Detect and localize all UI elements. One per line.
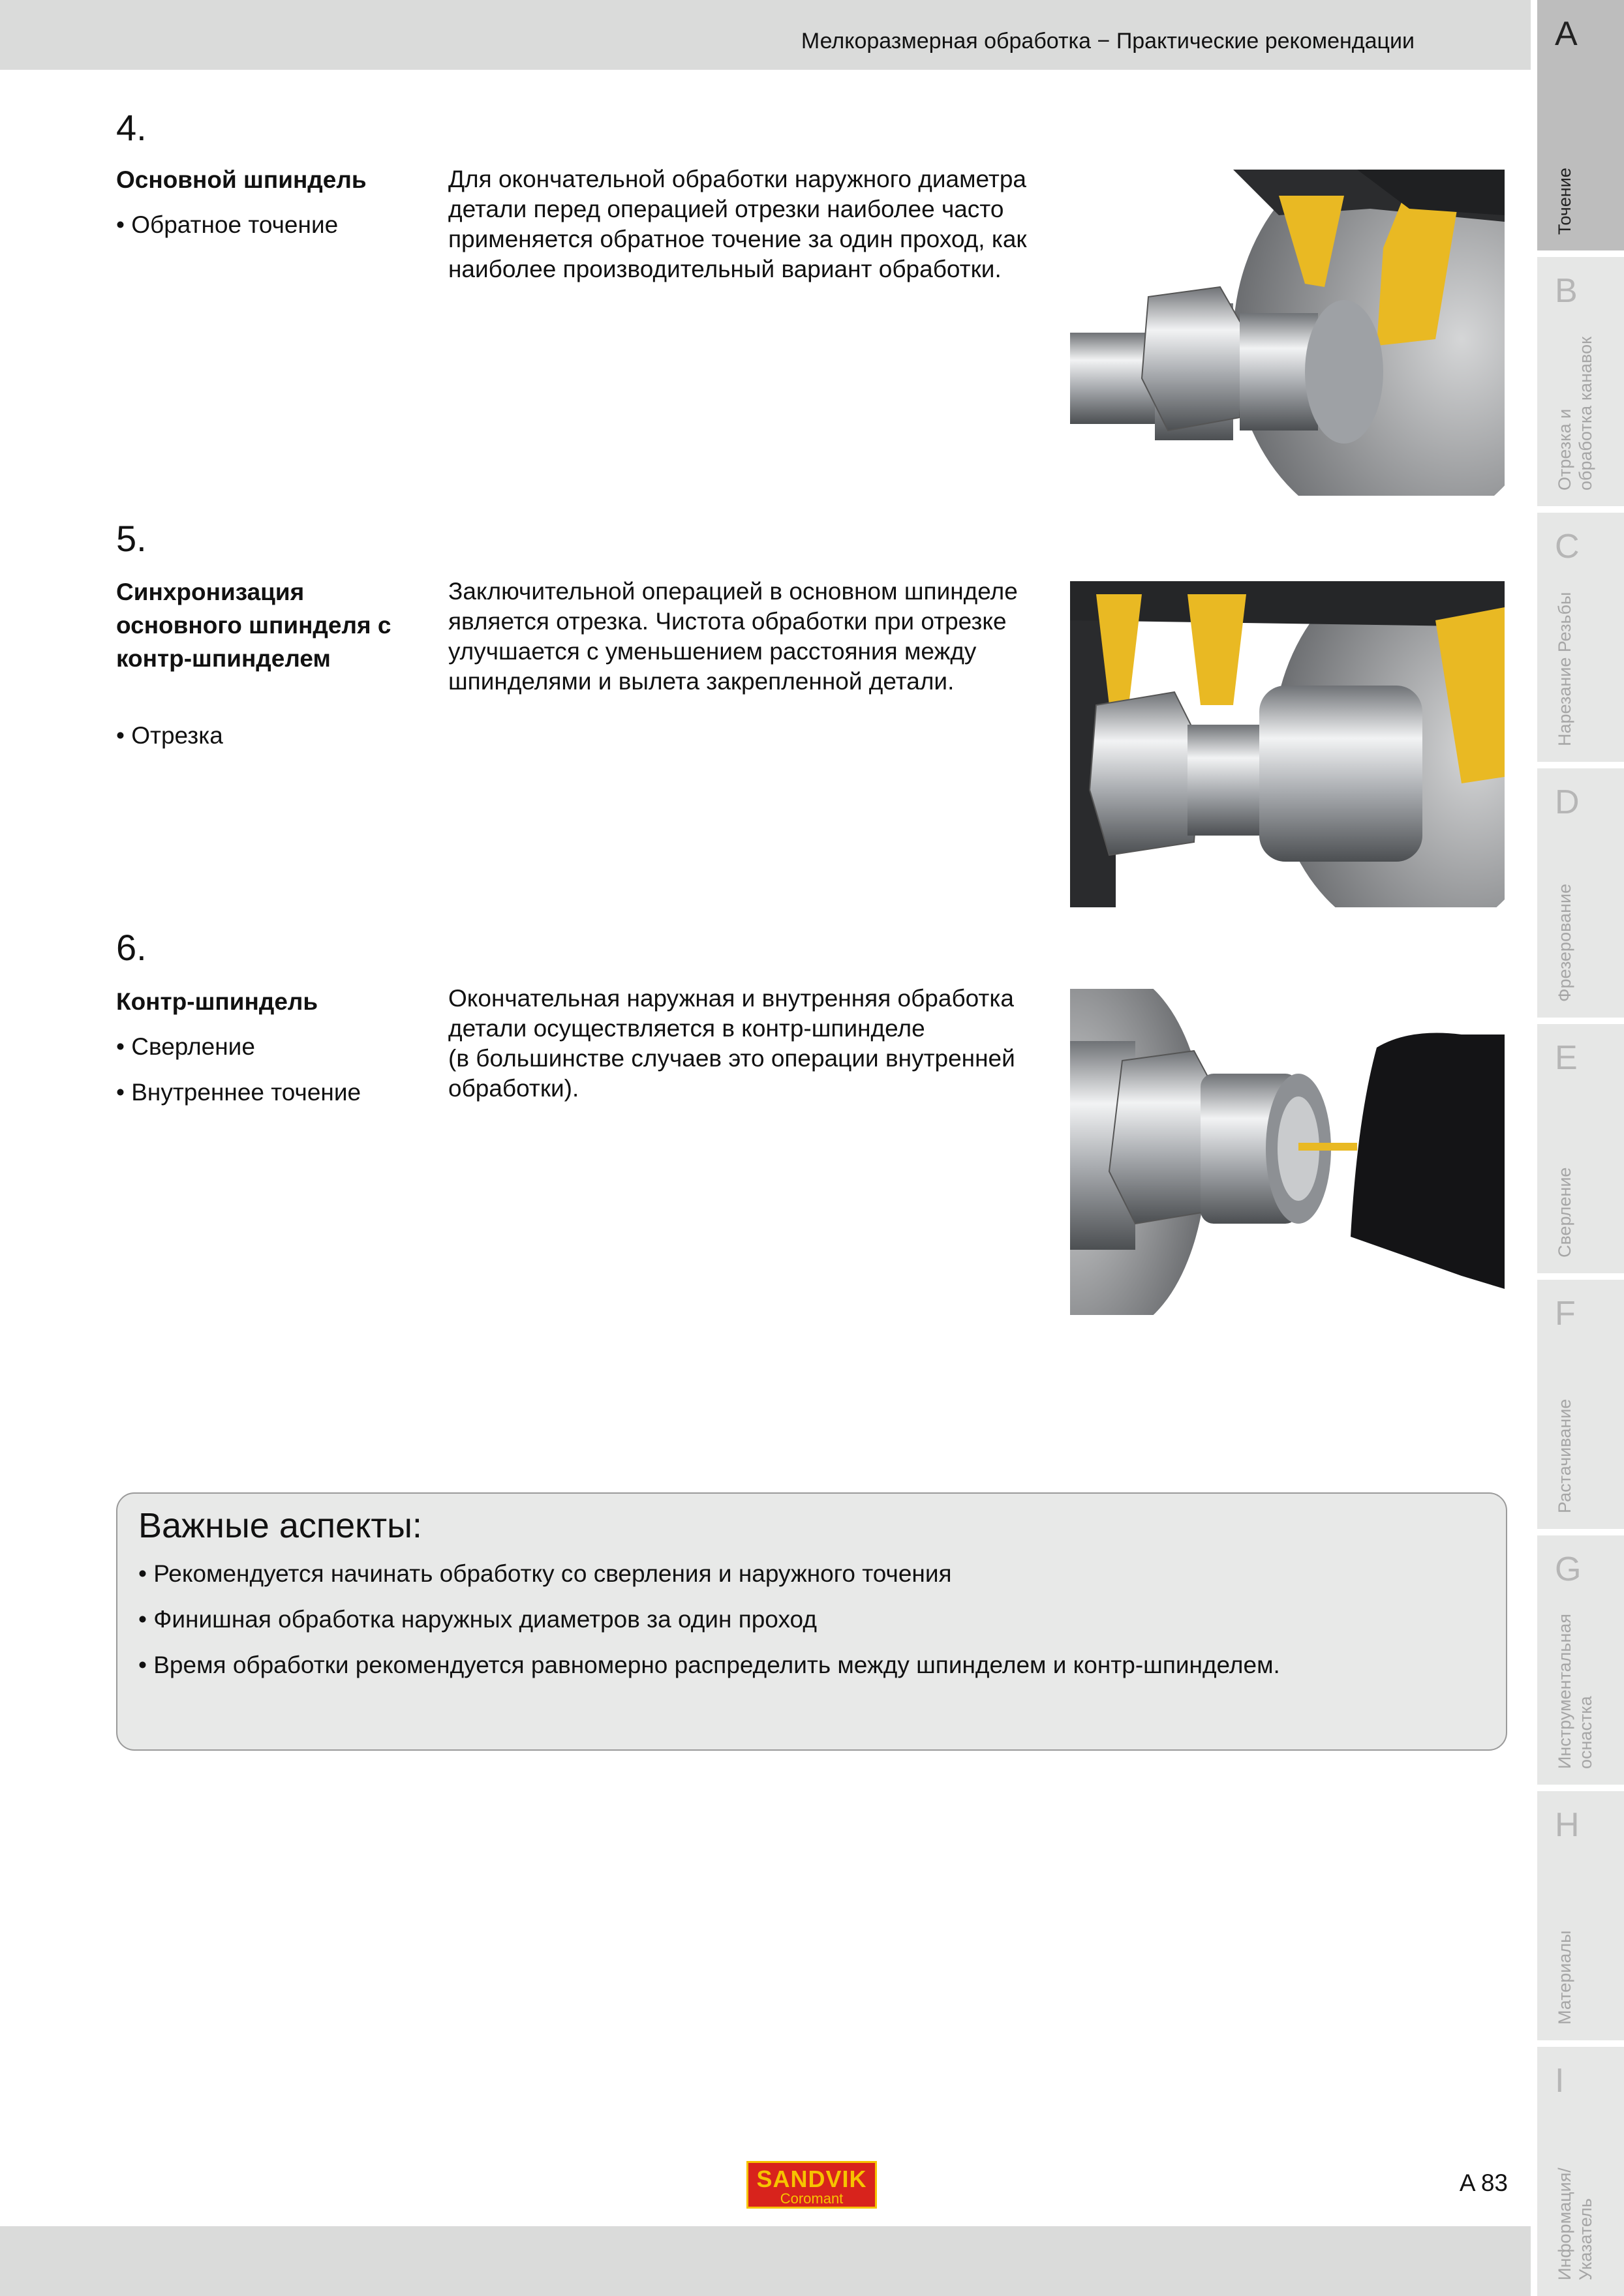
logo-line-1: SANDVIK [756,2166,867,2192]
side-tab-label: Растачивание [1555,1398,1574,1513]
side-tab-letter: C [1555,528,1580,566]
side-tab-label: Отрезка и обработка канавок [1555,337,1595,491]
side-tab-letter: E [1555,1039,1578,1077]
side-thumb-index [1537,0,1624,2296]
parting-off-illustration [1070,581,1505,907]
side-tab-label: Точение [1555,168,1574,235]
side-tab-drilling[interactable] [1537,1024,1624,1273]
section-title: Основной шпиндель [116,166,367,193]
page-header-title: Мелкоразмерная обработка − Практические рекомендации [801,29,1415,53]
side-tab-label: Нарезание Резьбы [1555,592,1574,746]
side-tab-label: Информация/ Указатель [1555,2168,1595,2280]
side-tab-letter: A [1555,15,1578,53]
section-description: Для окончательной обработки наружного диаметра детали перед операцией отрезки наиболее часто применяется обратное точение за один проход, как наиболее производительный вариант обработки. [448,166,1027,282]
side-tab-letter: B [1555,272,1578,310]
page-number: A 83 [1459,2169,1508,2196]
side-tab-materials[interactable] [1537,1791,1624,2040]
section-description: Заключительной операцией в основном шпинделе является отрезка. Чистота обработки при отрезке улучшается с уменьшением расстояния между шпинделями и вылета закрепленной детали. [448,578,1018,695]
important-aspects-box [116,1492,1507,1751]
aspects-item: • Рекомендуется начинать обработку со сверления и наружного точения [138,1560,952,1587]
side-tab-letter: I [1555,2062,1565,2100]
drilling-internal-turning-illustration [1070,989,1505,1315]
logo-line-2: Coromant [780,2190,844,2207]
side-tab-label: Материалы [1555,1930,1574,2025]
side-tab-label: Фрезерование [1555,883,1574,1002]
side-tab-letter: G [1555,1550,1582,1588]
section-bullet: • Обратное точение [116,211,339,238]
section-description: Окончательная наружная и внутренняя обработка детали осуществляется в контр-шпинделе (в большинстве случаев это операции внутренней обработки). [448,985,1015,1102]
side-tab-turning[interactable] [1537,0,1624,250]
back-turning-illustration [1070,170,1505,496]
footer-band [0,2226,1531,2296]
section-title: Синхронизация основного шпинделя с контр-шпинделем [116,579,391,672]
side-tab-threading[interactable] [1537,513,1624,762]
side-tab-label: Инструментальная оснастка [1555,1613,1595,1769]
section-number: 4. [116,107,147,148]
section-bullet: • Внутреннее точение [116,1079,361,1106]
side-tab-information-index[interactable] [1537,2047,1624,2296]
aspects-item: • Время обработки рекомендуется равномерно распределить между шпинделем и контр-шпинделем. [138,1652,1280,1678]
section-title: Контр-шпиндель [116,988,318,1015]
side-tab-letter: H [1555,1806,1580,1844]
aspects-item: • Финишная обработка наружных диаметров за один проход [138,1606,817,1633]
section-bullet: • Отрезка [116,722,223,749]
side-tab-tooling-systems[interactable] [1537,1535,1624,1785]
side-tab-letter: F [1555,1295,1576,1333]
side-tab-boring[interactable] [1537,1280,1624,1529]
side-tab-letter: D [1555,783,1580,821]
side-tab-parting-grooving[interactable] [1537,257,1624,506]
aspects-title: Важные аспекты: [138,1506,422,1545]
side-tab-milling[interactable] [1537,768,1624,1018]
section-number: 5. [116,518,147,559]
side-tab-label: Сверление [1555,1167,1574,1258]
section-number: 6. [116,927,147,968]
section-bullet: • Сверление [116,1033,255,1060]
sandvik-coromant-logo [746,2161,877,2209]
header-band [0,0,1531,70]
